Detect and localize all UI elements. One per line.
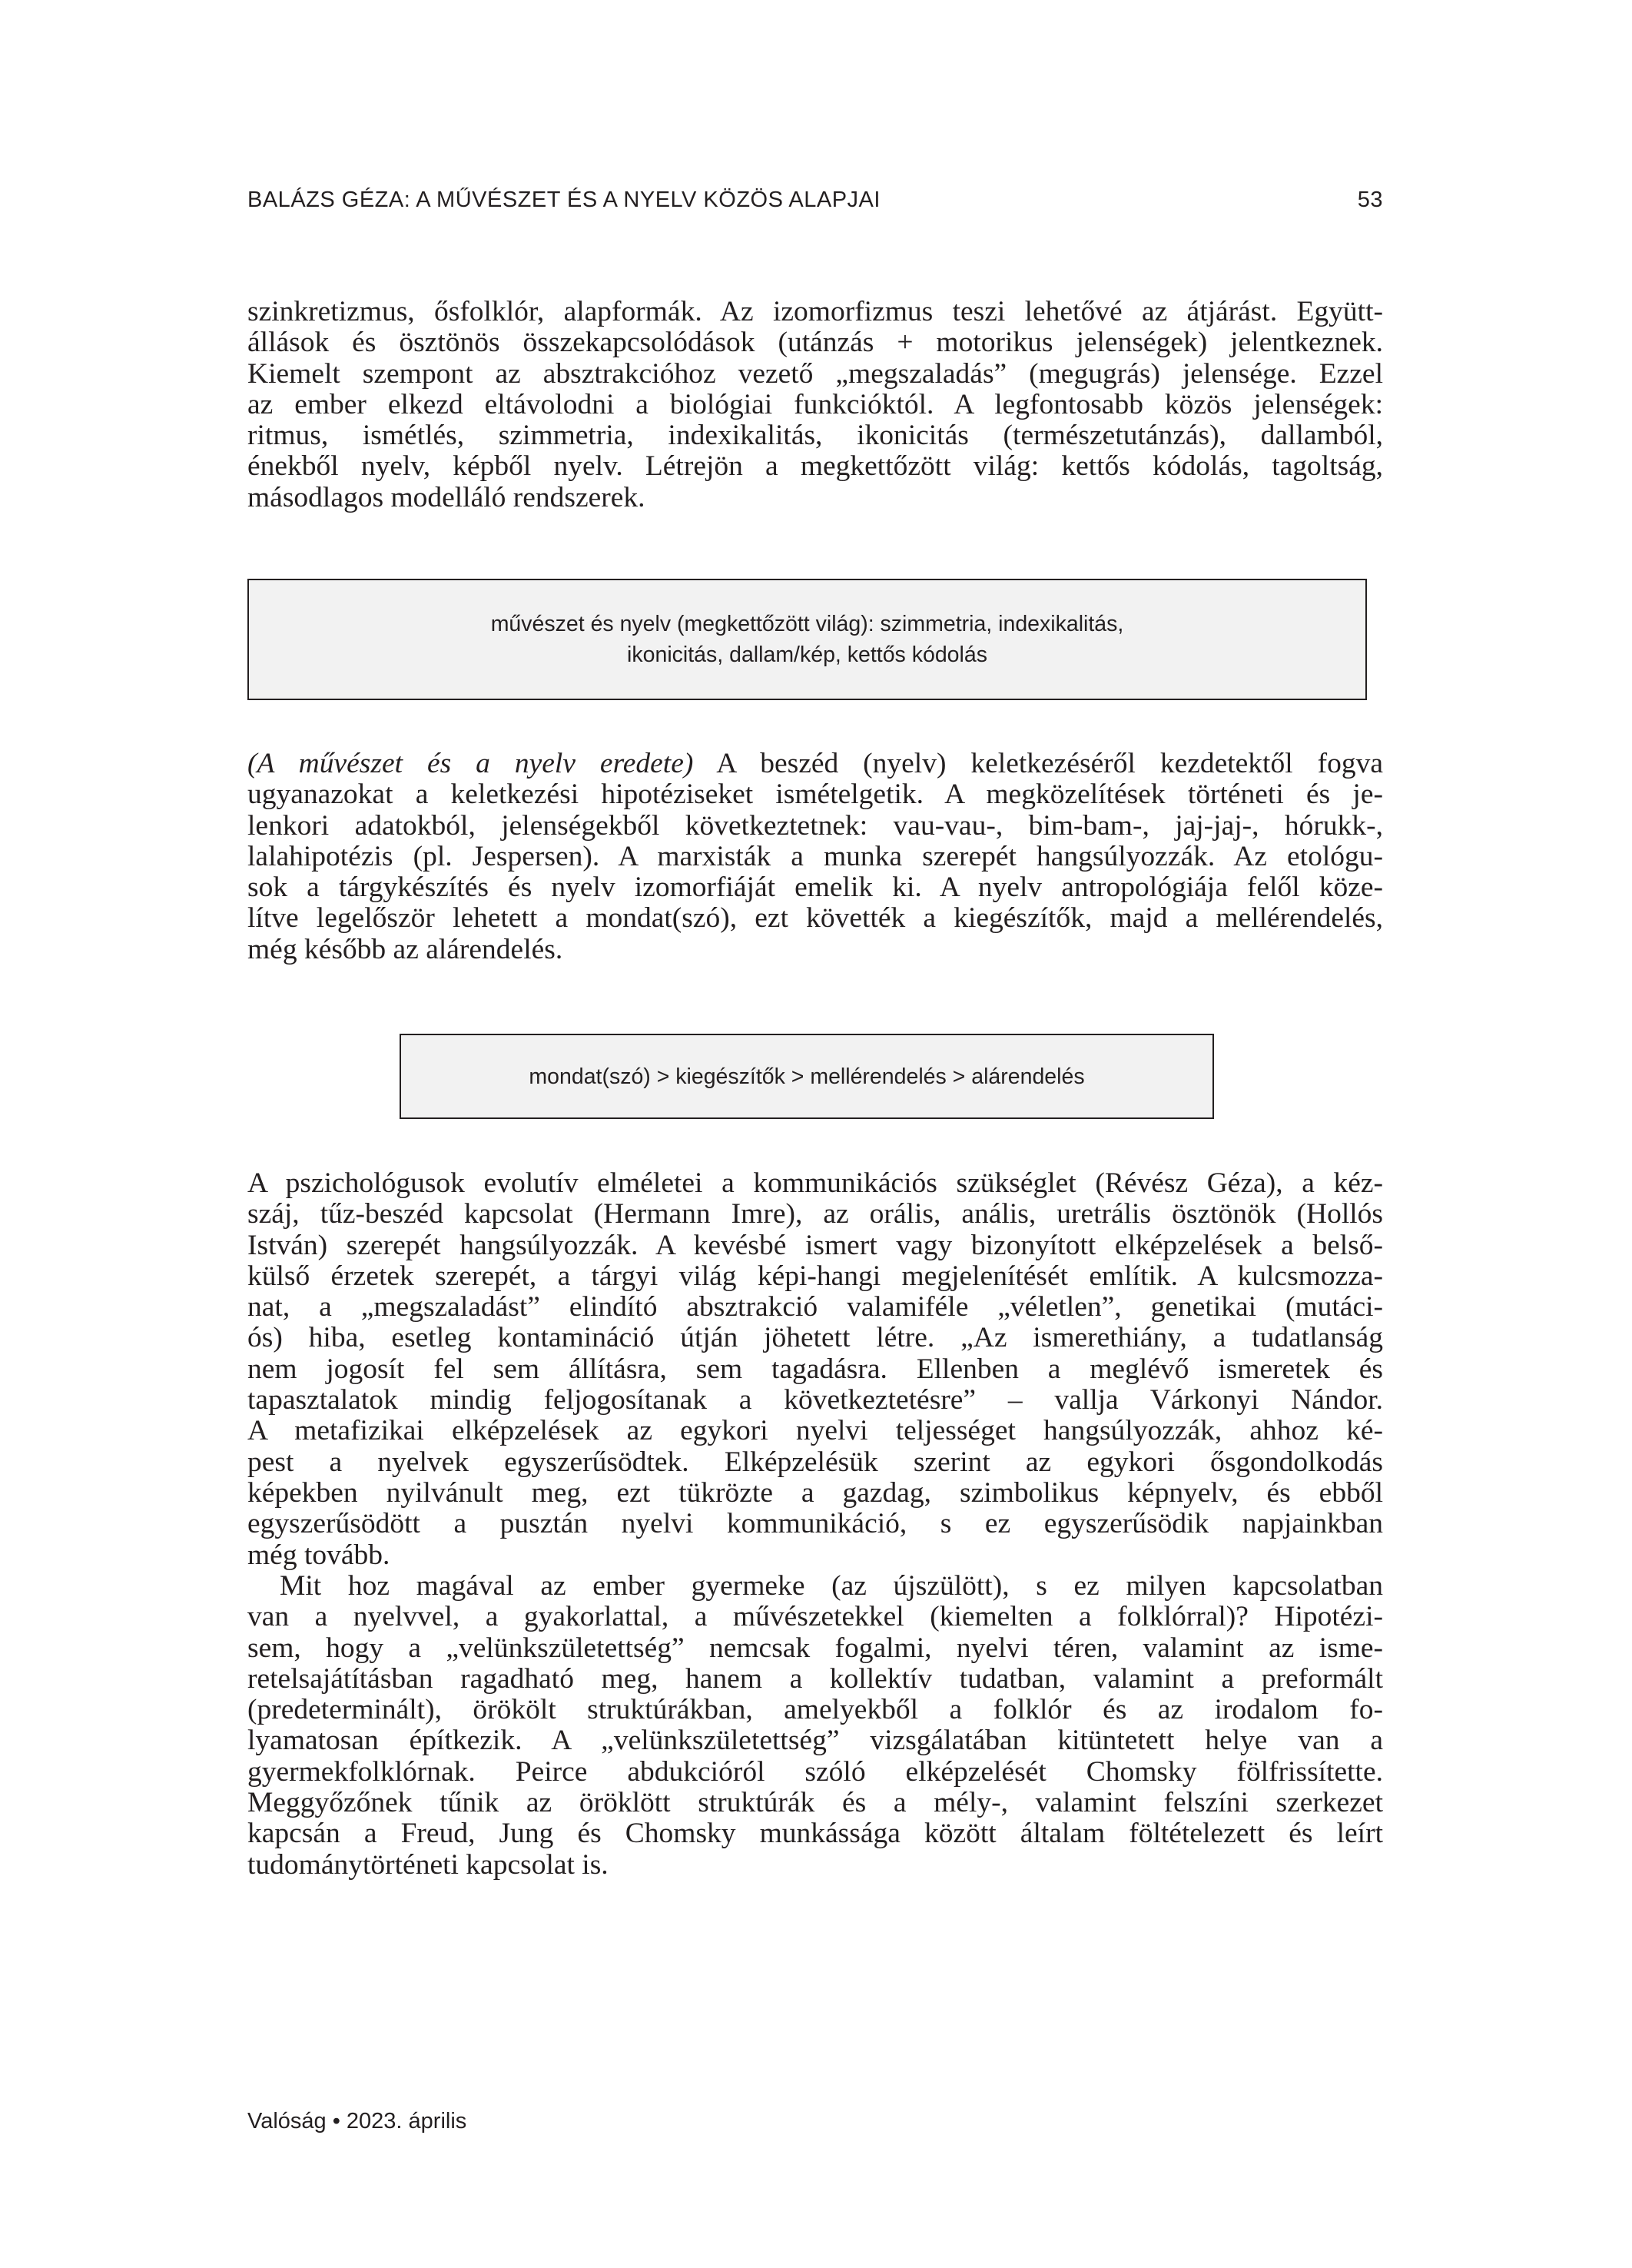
text-line: tapasztalatok mindig feljogosítanak a következtetésre” – vallja Várkonyi Nándor. — [247, 1384, 1383, 1416]
summary-box-sequence — [400, 1034, 1214, 1119]
text-line: A metafizikai elképzelések az egykori nyelvi teljességet hangsúlyozzák, ahhoz ké- — [247, 1415, 1383, 1447]
section-lead-italic: (A művészet és a nyelv eredete) — [247, 748, 694, 779]
text-line: énekből nyelv, képből nyelv. Létrejön a megkettőzött világ: kettős kódolás, tagoltság, — [247, 450, 1383, 483]
page-number: 53 — [1357, 188, 1383, 212]
text-line: nat, a „megszaladást” elindító absztrakció valamiféle „véletlen”, genetikai (mutáci- — [247, 1291, 1383, 1323]
text-line: tudománytörténeti kapcsolat is. — [247, 1848, 609, 1881]
text-line: sem, hogy a „velünkszületettség” nemcsak fogalmi, nyelvi téren, valamint az isme- — [247, 1632, 1383, 1664]
paragraph-3 — [247, 1168, 1383, 1571]
text-line: még később az alárendelés. — [247, 933, 563, 965]
text-line: ugyanazokat a keletkezési hipotéziseket ismételgetik. A megközelítések történeti és je- — [247, 779, 1383, 811]
text-line: Kiemelt szempont az absztrakcióhoz vezető „megszaladás” (megugrás) jelensége. Ezzel — [247, 357, 1383, 390]
summary-line: ikonicitás, dallam/kép, kettős kódolás — [627, 643, 987, 667]
text-line: ós) hiba, esetleg kontamináció útján jöhetett létre. „Az ismerethiány, a tudatlanság — [247, 1322, 1383, 1354]
text-line: állások és ösztönös összekapcsolódások (utánzás + motorikus jelenségek) jelentkeznek. — [247, 327, 1383, 359]
text-line: képekben nyilvánult meg, ezt tükrözte a gazdag, szimbolikus képnyelv, és ebből — [247, 1476, 1383, 1509]
text-line: ritmus, ismétlés, szimmetria, indexikalitás, ikonicitás (természetutánzás), dallamból, — [247, 420, 1383, 452]
text-line: lalahipotézis (pl. Jespersen). A marxisták a munka szerepét hangsúlyozzák. Az etológu- — [247, 840, 1383, 872]
summary-line: mondat(szó) > kiegészítők > mellérendelés > alárendelés — [529, 1064, 1085, 1089]
paragraph-1 — [247, 297, 1383, 513]
text-line: retelsajátításban ragadható meg, hanem a kollektív tudatban, valamint a preformált — [247, 1662, 1383, 1695]
text-line: kapcsán a Freud, Jung és Chomsky munkássága között általam föltételezett és leírt — [247, 1818, 1383, 1850]
running-header — [247, 188, 1383, 213]
journal-footer: Valóság • 2023. április — [247, 2109, 467, 2134]
text-line: gyermekfolklórnak. Peirce abdukcióról szóló elképzelését Chomsky fölfrissítette. — [247, 1755, 1383, 1788]
text-line: másodlagos modelláló rendszerek. — [247, 481, 645, 513]
text-line: szinkretizmus, ősfolklór, alapformák. Az izomorfizmus teszi lehetővé az átjárást. Együtt- — [247, 296, 1383, 327]
text-line: lenkori adatokból, jelenségekből következtetnek: vau-vau-, bim-bam-, jaj-jaj-, hórukk-, — [247, 809, 1383, 842]
paragraph-2 — [247, 749, 1383, 965]
text-line: van a nyelvvel, a gyakorlattal, a művészetekkel (kiemelten a folklórral)? Hipotézi- — [247, 1601, 1383, 1633]
text-line: István) szerepét hangsúlyozzák. A kevésbé ismert vagy bizonyított elképzelések a belső- — [247, 1229, 1383, 1261]
text-line: sok a tárgykészítés és nyelv izomorfiáját emelik ki. A nyelv antropológiája felől köze- — [247, 872, 1383, 904]
paragraph-4 — [247, 1571, 1383, 1881]
text-line: (predeterminált), örökölt struktúrákban, amelyekből a folklór és az irodalom fo- — [247, 1694, 1383, 1726]
text-run: A beszéd (nyelv) keletkezéséről kezdetektől fogva — [693, 748, 1383, 779]
summary-box-art-language — [247, 579, 1367, 700]
text-line: az ember elkezd eltávolodni a biológiai funkcióktól. A legfontosabb közös jelenségek: — [247, 388, 1383, 420]
text-line: külső érzetek szerepét, a tárgyi világ képi-hangi megjelenítését említik. A kulcsmozza- — [247, 1260, 1383, 1292]
text-line: lyamatosan építkezik. A „velünkszületettség” vizsgálatában kitüntetett helye van a — [247, 1725, 1383, 1757]
summary-line: művészet és nyelv (megkettőzött világ): szimmetria, indexikalitás, — [490, 612, 1124, 636]
text-line: lítve legelőször lehetett a mondat(szó), ezt követték a kiegészítők, majd a mellérendelés, — [247, 902, 1383, 935]
text-line: Mit hoz magával az ember gyermeke (az újszülött), s ez milyen kapcsolatban — [280, 1570, 1383, 1602]
text-line: egyszerűsödött a pusztán nyelvi kommunikáció, s ez egyszerűsödik napjainkban — [247, 1508, 1383, 1540]
running-title: BALÁZS GÉZA: A MŰVÉSZET ÉS A NYELV KÖZÖS ALAPJAI — [247, 188, 881, 212]
text-line — [247, 749, 1383, 779]
text-line: nem jogosít fel sem állításra, sem tagadásra. Ellenben a meglévő ismeretek és — [247, 1353, 1383, 1385]
text-line: még tovább. — [247, 1539, 390, 1571]
text-line: A pszichológusok evolutív elméletei a kommunikációs szükséglet (Révész Géza), a kéz- — [247, 1167, 1383, 1199]
text-line: Meggyőzőnek tűnik az öröklött struktúrák és a mély-, valamint felszíni szerkezet — [247, 1787, 1383, 1819]
text-line: száj, tűz-beszéd kapcsolat (Hermann Imre), az orális, anális, uretrális ösztönök (Hollós — [247, 1198, 1383, 1230]
text-line: pest a nyelvek egyszerűsödtek. Elképzelésük szerint az egykori ősgondolkodás — [247, 1446, 1383, 1478]
